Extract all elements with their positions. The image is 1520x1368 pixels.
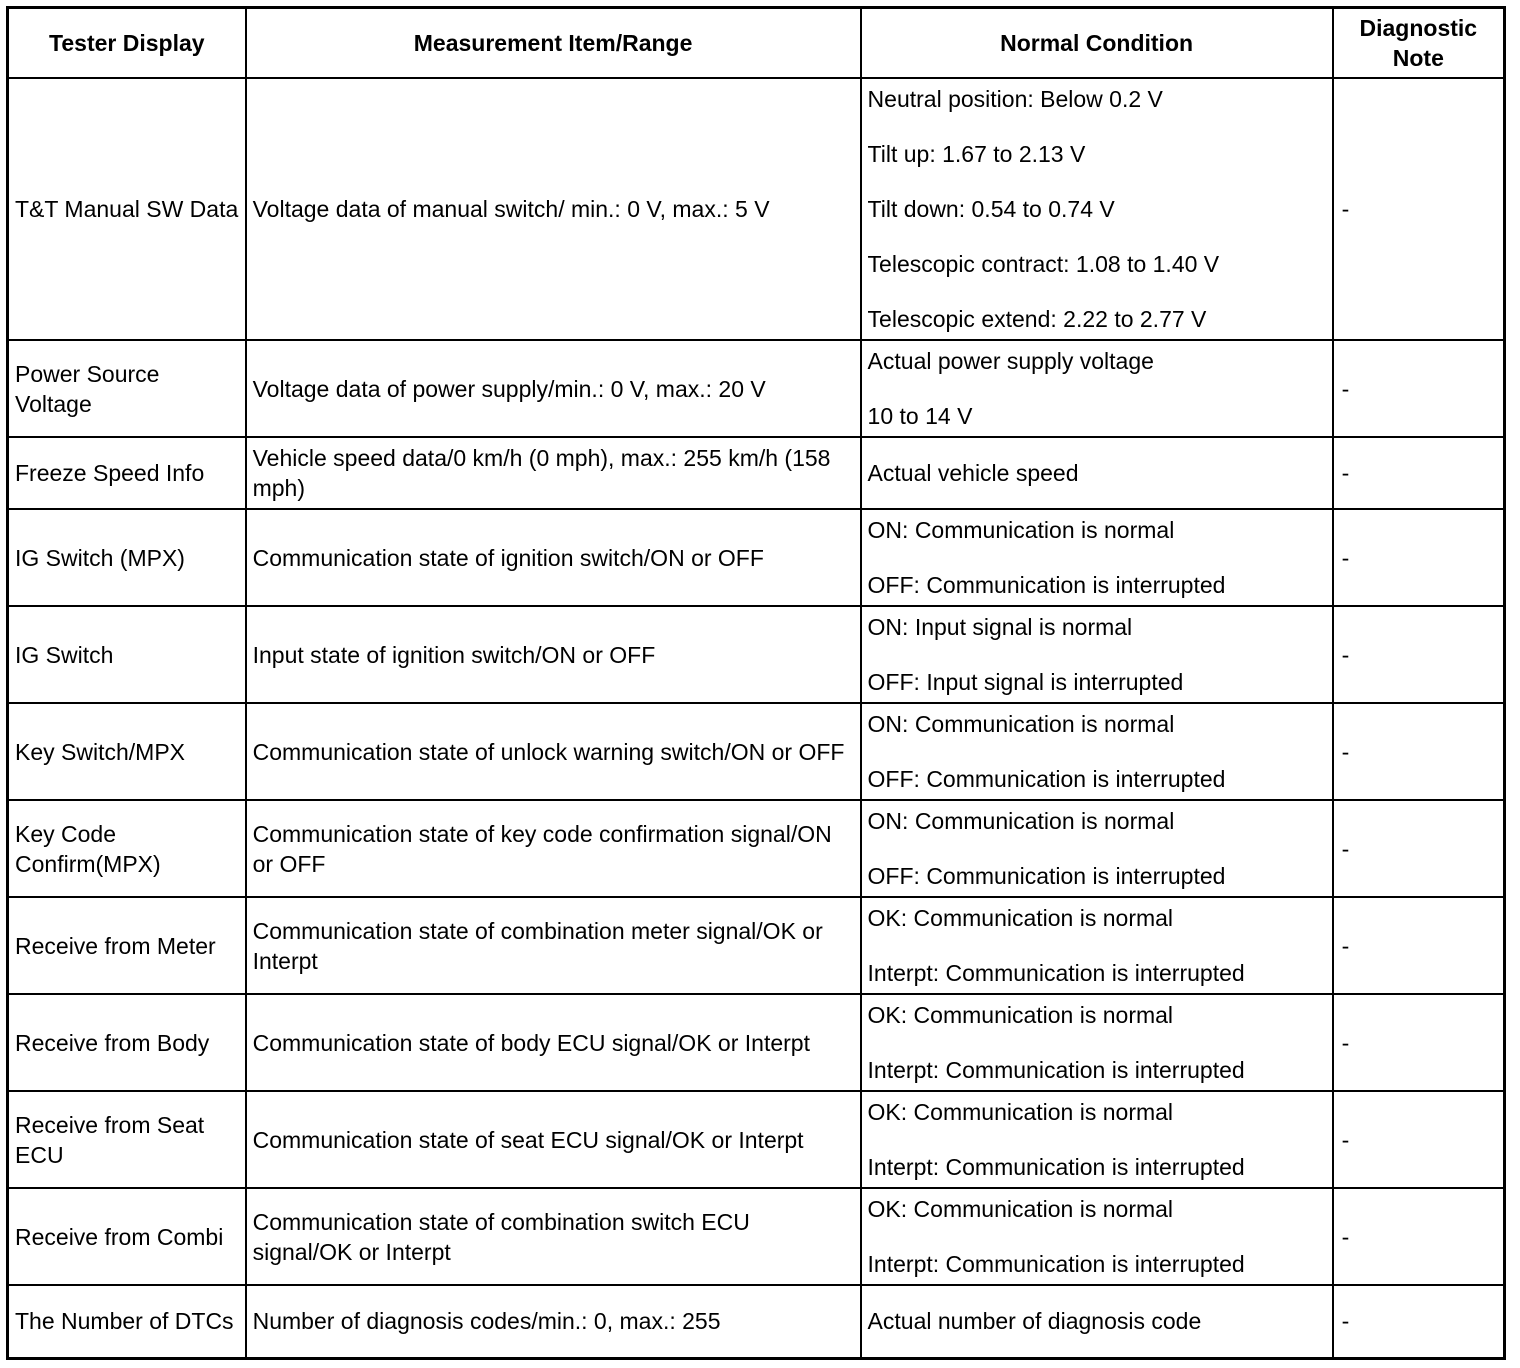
tester-display-cell: Freeze Speed Info bbox=[8, 437, 246, 509]
measurement-cell: Communication state of seat ECU signal/OK or Interpt bbox=[246, 1091, 861, 1188]
normal-condition-line: Telescopic extend: 2.22 to 2.77 V bbox=[867, 306, 1207, 332]
header-diagnostic-note: Diagnostic Note bbox=[1333, 8, 1505, 79]
normal-condition-cell bbox=[861, 437, 1333, 509]
normal-condition-line: ON: Communication is normal bbox=[867, 517, 1175, 543]
diagnostic-note-cell: - bbox=[1333, 340, 1505, 437]
normal-condition-line: ON: Input signal is normal bbox=[867, 614, 1133, 640]
header-measurement-item: Measurement Item/Range bbox=[246, 8, 861, 79]
table-row bbox=[8, 606, 1505, 703]
measurement-cell: Vehicle speed data/0 km/h (0 mph), max.: 255 km/h (158 mph) bbox=[246, 437, 861, 509]
diagnostic-note-cell: - bbox=[1333, 1091, 1505, 1188]
diagnostic-note-cell: - bbox=[1333, 437, 1505, 509]
normal-condition-line: OK: Communication is normal bbox=[867, 905, 1174, 931]
table-row bbox=[8, 340, 1505, 437]
normal-condition-line: Tilt down: 0.54 to 0.74 V bbox=[867, 196, 1115, 222]
table-row bbox=[8, 1091, 1505, 1188]
normal-condition-line: Interpt: Communication is interrupted bbox=[867, 1057, 1245, 1083]
measurement-cell: Communication state of key code confirmation signal/ON or OFF bbox=[246, 800, 861, 897]
normal-condition-cell bbox=[861, 1285, 1333, 1358]
normal-condition-cell bbox=[861, 1188, 1333, 1285]
normal-condition-line: Telescopic contract: 1.08 to 1.40 V bbox=[867, 251, 1220, 277]
tester-display-cell: Receive from Meter bbox=[8, 897, 246, 994]
diagnostic-note-cell: - bbox=[1333, 1188, 1505, 1285]
normal-condition-line: OK: Communication is normal bbox=[867, 1002, 1174, 1028]
normal-condition-line: Actual vehicle speed bbox=[867, 460, 1079, 486]
normal-condition-line: Actual number of diagnosis code bbox=[867, 1308, 1202, 1335]
table-row bbox=[8, 78, 1505, 340]
diagnostic-note-cell: - bbox=[1333, 994, 1505, 1091]
table-row bbox=[8, 437, 1505, 509]
tester-display-cell: Power Source Voltage bbox=[8, 340, 246, 437]
normal-condition-line: ON: Communication is normal bbox=[867, 711, 1175, 737]
normal-condition-line: OK: Communication is normal bbox=[867, 1196, 1174, 1222]
normal-condition-line: OFF: Communication is interrupted bbox=[867, 572, 1226, 598]
measurement-cell: Communication state of combination meter signal/OK or Interpt bbox=[246, 897, 861, 994]
table-row bbox=[8, 1188, 1505, 1285]
tester-display-cell: IG Switch (MPX) bbox=[8, 509, 246, 606]
normal-condition-cell bbox=[861, 703, 1333, 800]
normal-condition-line: OFF: Communication is interrupted bbox=[867, 766, 1226, 792]
normal-condition-line: ON: Communication is normal bbox=[867, 808, 1175, 834]
table-row bbox=[8, 703, 1505, 800]
normal-condition-cell bbox=[861, 800, 1333, 897]
normal-condition-line: Interpt: Communication is interrupted bbox=[867, 1251, 1245, 1277]
data-list-table bbox=[6, 6, 1506, 1360]
diagnostic-note-cell: - bbox=[1333, 703, 1505, 800]
diagnostic-note-cell: - bbox=[1333, 800, 1505, 897]
normal-condition-line: OFF: Input signal is interrupted bbox=[867, 669, 1184, 695]
measurement-cell: Input state of ignition switch/ON or OFF bbox=[246, 606, 861, 703]
table-row bbox=[8, 897, 1505, 994]
normal-condition-line: Interpt: Communication is interrupted bbox=[867, 960, 1245, 986]
measurement-cell: Communication state of combination switch ECU signal/OK or Interpt bbox=[246, 1188, 861, 1285]
tester-display-cell: Key Code Confirm(MPX) bbox=[8, 800, 246, 897]
normal-condition-cell bbox=[861, 897, 1333, 994]
header-normal-condition: Normal Condition bbox=[861, 8, 1333, 79]
diagnostic-note-cell: - bbox=[1333, 606, 1505, 703]
tester-display-cell: T&T Manual SW Data bbox=[8, 78, 246, 340]
tester-display-cell: The Number of DTCs bbox=[8, 1285, 246, 1358]
header-tester-display: Tester Display bbox=[8, 8, 246, 79]
normal-condition-line: Actual power supply voltage bbox=[867, 348, 1154, 374]
measurement-cell: Communication state of ignition switch/ON or OFF bbox=[246, 509, 861, 606]
normal-condition-cell bbox=[861, 340, 1333, 437]
normal-condition-cell bbox=[861, 994, 1333, 1091]
measurement-cell: Communication state of unlock warning switch/ON or OFF bbox=[246, 703, 861, 800]
table-row bbox=[8, 994, 1505, 1091]
normal-condition-line: Neutral position: Below 0.2 V bbox=[867, 86, 1163, 112]
diagnostic-note-cell: - bbox=[1333, 897, 1505, 994]
tester-display-cell: Receive from Combi bbox=[8, 1188, 246, 1285]
normal-condition-cell bbox=[861, 78, 1333, 340]
normal-condition-line: OFF: Communication is interrupted bbox=[867, 863, 1226, 889]
header-row bbox=[8, 8, 1505, 79]
tester-display-cell: IG Switch bbox=[8, 606, 246, 703]
normal-condition-cell bbox=[861, 509, 1333, 606]
normal-condition-line: 10 to 14 V bbox=[867, 403, 973, 429]
diagnostic-note-cell: - bbox=[1333, 1285, 1505, 1358]
diagnostic-note-cell: - bbox=[1333, 78, 1505, 340]
normal-condition-cell bbox=[861, 606, 1333, 703]
normal-condition-line: OK: Communication is normal bbox=[867, 1099, 1174, 1125]
measurement-cell: Voltage data of power supply/min.: 0 V, max.: 20 V bbox=[246, 340, 861, 437]
tester-display-cell: Receive from Seat ECU bbox=[8, 1091, 246, 1188]
tester-display-cell: Key Switch/MPX bbox=[8, 703, 246, 800]
measurement-cell: Communication state of body ECU signal/OK or Interpt bbox=[246, 994, 861, 1091]
measurement-cell: Voltage data of manual switch/ min.: 0 V, max.: 5 V bbox=[246, 78, 861, 340]
normal-condition-line: Tilt up: 1.67 to 2.13 V bbox=[867, 141, 1086, 167]
measurement-cell: Number of diagnosis codes/min.: 0, max.: 255 bbox=[246, 1285, 861, 1358]
normal-condition-line: Interpt: Communication is interrupted bbox=[867, 1154, 1245, 1180]
tester-display-cell: Receive from Body bbox=[8, 994, 246, 1091]
table-row bbox=[8, 1285, 1505, 1358]
diagnostic-note-cell: - bbox=[1333, 509, 1505, 606]
table-row bbox=[8, 800, 1505, 897]
normal-condition-cell bbox=[861, 1091, 1333, 1188]
table-row bbox=[8, 509, 1505, 606]
